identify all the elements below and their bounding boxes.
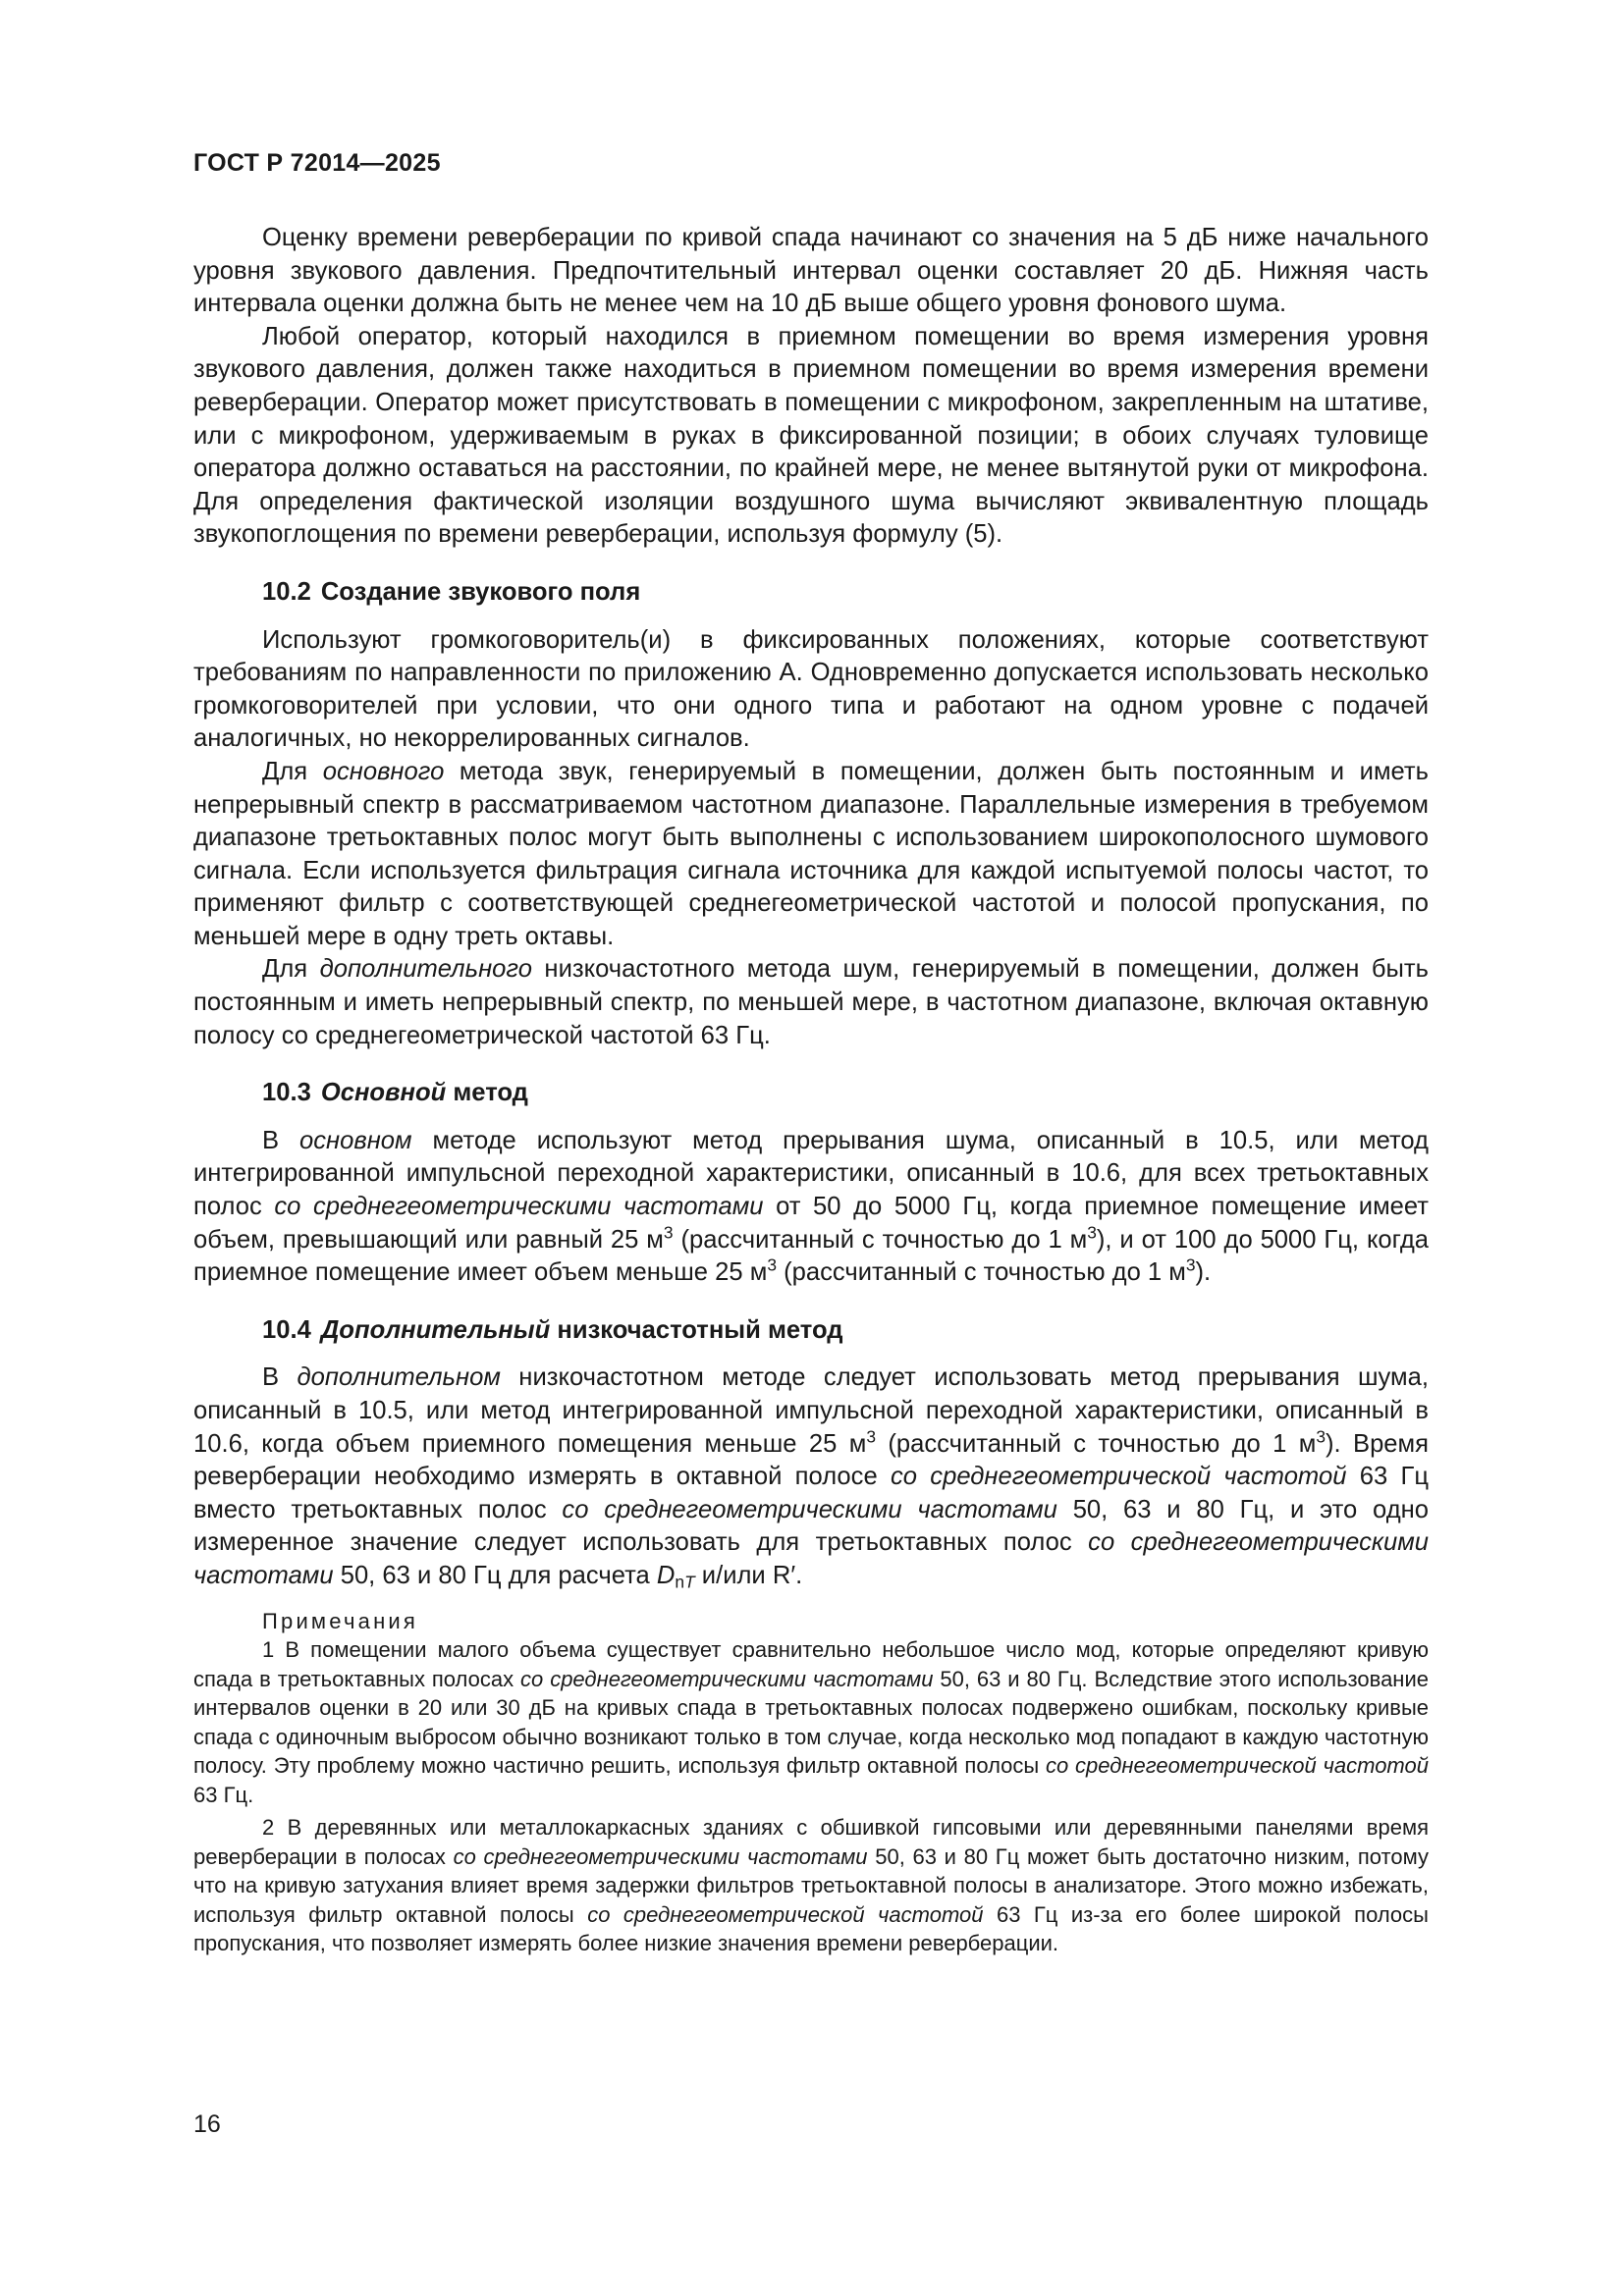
emphasis: со среднегеометрическими частотами	[193, 1528, 1429, 1589]
section-title-emphasis: Основной	[320, 1079, 447, 1107]
note-item	[193, 1813, 1429, 1958]
section-number: 10.4	[262, 1315, 311, 1344]
paragraph	[193, 756, 1429, 954]
text-run: и/или R′.	[694, 1561, 803, 1589]
text-run: Для	[262, 955, 320, 984]
emphasis: со среднегеометрической частотой	[1046, 1753, 1429, 1779]
text-run: 63 Гц.	[193, 1782, 254, 1807]
superscript: 3	[1316, 1426, 1326, 1447]
note-item	[193, 1635, 1429, 1809]
text-run: метода звук, генерируемый в помещении, должен быть постоянным и иметь непрерывный спектр в рассматриваемом частотном диапазоне. Параллельные измерения в требуемом диапазоне третьоктавных полос могут быть выполнены с использованием широкополосного шумового сигнала. Если используется фильтрация сигнала источника для каждой испытуемой полосы частот, то применяют фильтр с соответствующей среднегеометрической частотой и полосой пропускания, по меньшей мере в одну треть октавы.	[193, 757, 1429, 950]
text-run: 63 Гц вместо третьоктавных полос	[193, 1463, 1430, 1523]
page-number: 16	[193, 2110, 221, 2138]
paragraph: Оценку времени реверберации по кривой спада начинают со значения на 5 дБ ниже начального уровня звукового давления. Предпочтительный интервал оценки составляет 20 дБ. Нижняя часть интервала оценки должна быть не менее чем на 10 дБ выше общего уровня фонового шума.	[193, 224, 1429, 318]
text-run: 50, 63 и 80 Гц. Вследствие этого использование интервалов оценки в 20 или 30 дБ на кривых спада в третьоктавных полосах подвержено ошибкам, поскольку кривые спада с одиночным выбросом обычно возникают только в том случае, когда несколько мод попадают в каждую частотную полосу. Эту проблему можно частично решить, используя фильтр октавной полосы	[193, 1666, 1429, 1779]
emphasis: со среднегеометрической частотой	[587, 1901, 984, 1927]
text-run: низкочастотного метода шум, генерируемый в помещении, должен быть постоянным и иметь непрерывный спектр, по меньшей мере, в частотном диапазоне, включая октавную полосу со среднегеометрической частотой 63 Гц.	[193, 955, 1429, 1049]
text-run: 2 В деревянных или металлокаркасных зданиях с обшивкой гипсовыми или деревянными панелями время реверберации в полосах	[193, 1815, 1429, 1869]
section-number: 10.3	[262, 1079, 311, 1107]
superscript: 3	[663, 1222, 674, 1243]
document-header: ГОСТ Р 72014—2025	[193, 149, 441, 177]
emphasis: дополнительном	[297, 1363, 501, 1392]
superscript: 3	[1087, 1222, 1097, 1243]
emphasis: со среднегеометрическими частотами	[562, 1495, 1057, 1523]
text-run: от 50 до 5000 Гц, когда приемное помещение имеет объем, превышающий или равный 25 м	[193, 1193, 1429, 1254]
section-heading-10-2	[193, 576, 1429, 610]
section-title: метод	[446, 1079, 528, 1107]
text-run: ), и от 100 до 5000 Гц, когда приемное помещение имеет объем меньше 25 м	[193, 1225, 1430, 1287]
text-run: (рассчитанный с точностью до 1 м	[673, 1225, 1088, 1254]
emphasis: основном	[299, 1126, 412, 1154]
paragraph	[193, 1125, 1429, 1290]
superscript: 3	[866, 1426, 876, 1447]
text-run: низкочастотном методе следует использовать метод прерывания шума, описанный в 10.5, или метод интегрированной импульсной переходной характеристики, описанный в 10.6, когда объем приемного помещения меньше 25 м	[193, 1363, 1429, 1458]
document-body	[193, 222, 1429, 1958]
text-run: В	[262, 1363, 298, 1392]
emphasis: основного	[322, 757, 445, 785]
text-run: 50, 63 и 80 Гц для расчета	[333, 1561, 657, 1589]
text-run: 50, 63 и 80 Гц, и это одно измеренное значение следует использовать для третьоктавных полос	[193, 1495, 1429, 1557]
math-subscript	[675, 1572, 694, 1591]
section-heading-10-3	[193, 1077, 1429, 1110]
text-run: В	[262, 1126, 300, 1154]
emphasis: со среднегеометрическими частотами	[520, 1666, 934, 1691]
emphasis: со среднегеометрическими частотами	[274, 1193, 764, 1221]
text-run: ).	[1195, 1258, 1212, 1287]
subscript-t: T	[684, 1572, 695, 1592]
text-run: Для	[262, 757, 323, 785]
paragraph	[193, 1362, 1429, 1592]
text-run: методе используют метод прерывания шума, описанный в 10.5, или метод интегрированной импульсной переходной характеристики, описанный в 10.6, для всех третьоктавных полос	[193, 1126, 1429, 1221]
section-number: 10.2	[262, 577, 311, 606]
text-run: ). Время реверберации необходимо измерять в октавной полосе	[193, 1429, 1429, 1491]
text-run: (рассчитанный с точностью до 1 м	[776, 1258, 1186, 1287]
subscript-n: n	[675, 1572, 685, 1592]
math-symbol: D	[656, 1561, 676, 1589]
paragraph	[193, 953, 1429, 1052]
section-title: Создание звукового поля	[320, 577, 641, 606]
emphasis: со среднегеометрическими частотами	[453, 1843, 868, 1869]
text-run: 50, 63 и 80 Гц может быть достаточно низким, потому что на кривую затухания влияет время задержки фильтров третьоктавной полосы в анализаторе. Этого можно избежать, используя фильтр октавной полосы	[193, 1843, 1429, 1927]
text-run: 1 В помещении малого объема существует сравнительно небольшое число мод, которые определяют кривую спада в третьоктавных полосах	[193, 1637, 1429, 1691]
paragraph: Используют громкоговоритель(и) в фиксированных положениях, которые соответствуют требованиям по направленности по приложению А. Одновременно допускается использовать несколько громкоговорителей при условии, что они одного типа и работают на одном уровне с подачей аналогичных, но некоррелированных сигналов.	[193, 625, 1429, 753]
section-heading-10-4	[193, 1314, 1429, 1348]
text-run: (рассчитанный с точностью до 1 м	[875, 1429, 1317, 1458]
emphasis: со среднегеометрической частотой	[890, 1463, 1347, 1491]
notes-caption: Примечания	[262, 1608, 419, 1633]
section-title: низкочастотный метод	[550, 1315, 843, 1344]
superscript: 3	[1185, 1255, 1196, 1275]
emphasis: дополнительного	[319, 955, 532, 984]
superscript: 3	[767, 1255, 777, 1275]
notes-block	[193, 1607, 1429, 1958]
section-title-emphasis: Дополнительный	[320, 1315, 551, 1344]
text-run: 63 Гц из-за его более широкой полосы пропускания, что позволяет измерять более низкие значения времени реверберации.	[193, 1901, 1429, 1956]
paragraph: Любой оператор, который находился в приемном помещении во время измерения уровня звукового давления, должен также находиться в приемном помещении во время измерения времени реверберации. Оператор может присутствовать в помещении с микрофоном, закрепленным на штативе, или с микрофоном, удерживаемым в руках в фиксированной позиции; в обоих случаях туловище оператора должно оставаться на расстоянии, по крайней мере, не менее вытянутой руки от микрофона. Для определения фактической изоляции воздушного шума вычисляют эквивалентную площадь звукопоглощения по времени реверберации, используя формулу (5).	[193, 322, 1429, 549]
